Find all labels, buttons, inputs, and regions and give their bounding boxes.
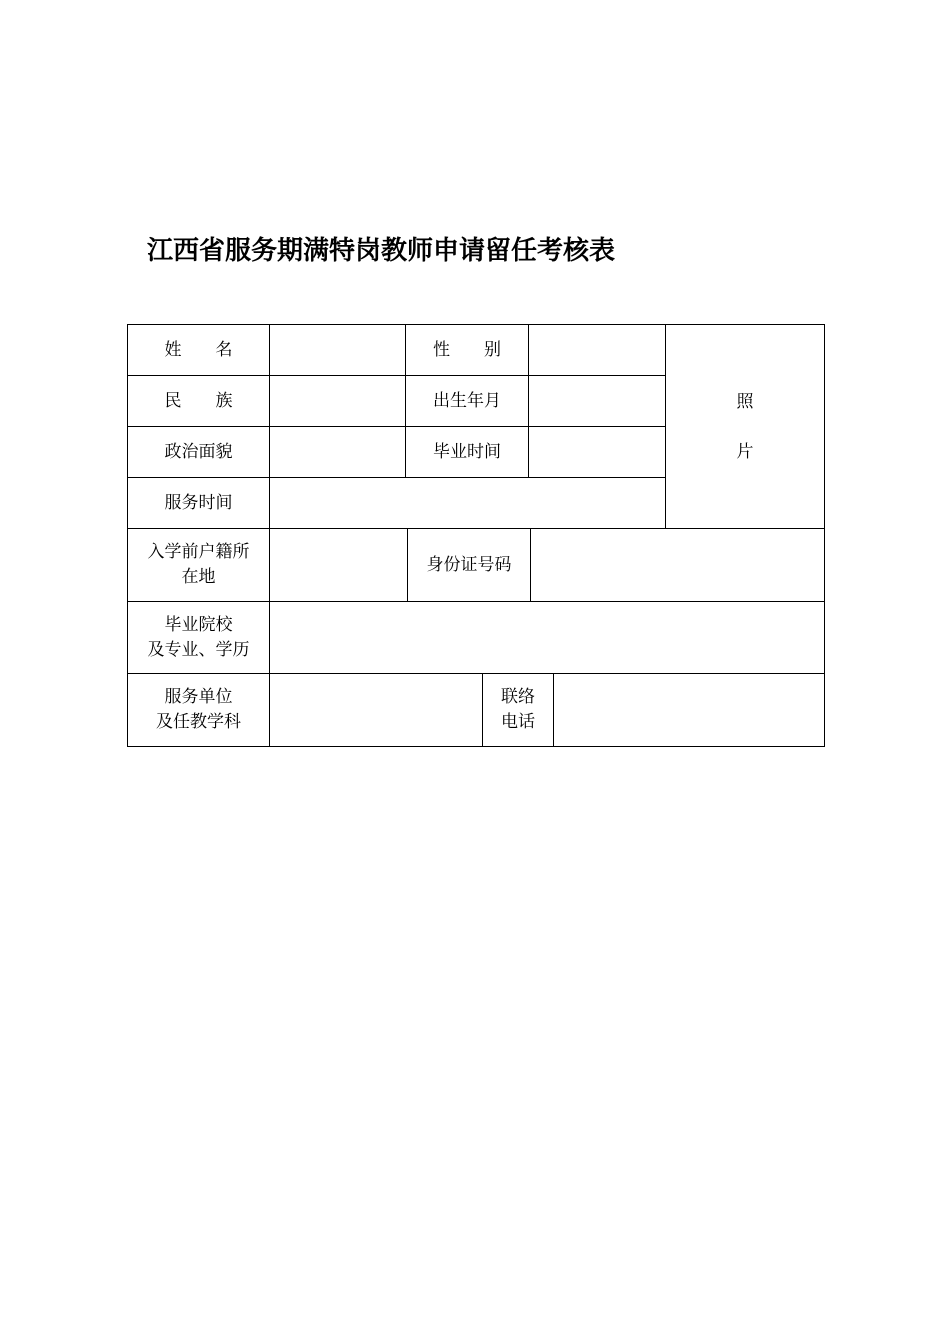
page-title: 江西省服务期满特岗教师申请留任考核表 [147, 236, 616, 266]
service-time-field[interactable] [270, 478, 665, 528]
name-field[interactable] [270, 325, 405, 375]
id-number-field[interactable] [531, 529, 824, 601]
graduation-time-field[interactable] [529, 427, 665, 477]
unit-field[interactable] [270, 674, 482, 746]
phone-label: 联络 电话 [501, 687, 535, 732]
photo-label-2: 片 [736, 442, 754, 462]
household-field[interactable] [270, 529, 407, 601]
school-label: 毕业院校 及专业、学历 [147, 614, 250, 660]
phone-field[interactable] [554, 674, 824, 746]
school-field[interactable] [270, 602, 824, 673]
political-field[interactable] [270, 427, 405, 477]
graduation-time-label: 毕业时间 [433, 441, 501, 462]
id-number-label: 身份证号码 [426, 554, 512, 575]
service-time-label: 服务时间 [164, 492, 233, 513]
gender-label: 性 别 [433, 339, 501, 360]
assessment-form-table [127, 324, 825, 747]
unit-label: 服务单位 及任教学科 [156, 687, 241, 732]
name-label: 姓 名 [164, 339, 233, 360]
ethnicity-label: 民 族 [164, 390, 233, 411]
birth-label: 出生年月 [433, 390, 501, 411]
political-label: 政治面貌 [164, 441, 233, 462]
ethnicity-field[interactable] [270, 376, 405, 426]
gender-field[interactable] [529, 325, 665, 375]
photo-label-1: 照 [736, 392, 754, 412]
household-label: 入学前户籍所 在地 [147, 542, 250, 587]
birth-field[interactable] [529, 376, 665, 426]
